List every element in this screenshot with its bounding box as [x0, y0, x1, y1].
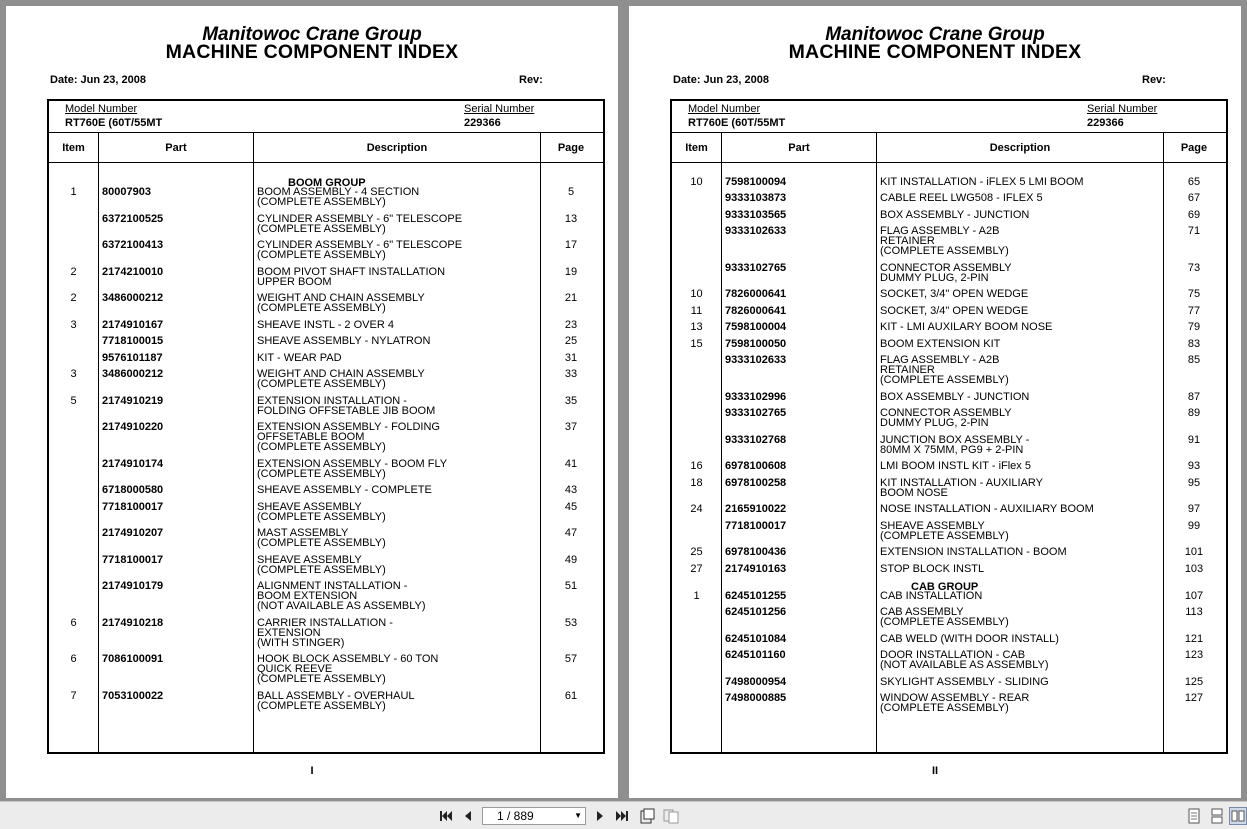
part-number: 2174910220 [102, 421, 164, 433]
part-number: 2174910179 [102, 580, 164, 592]
page-reference[interactable]: 99 [1187, 520, 1201, 532]
description-line: SKYLIGHT ASSEMBLY - SLIDING [880, 676, 1049, 688]
table-divider [672, 162, 1226, 163]
part-number: 6245101256 [725, 606, 787, 618]
description-line: (COMPLETE ASSEMBLY) [257, 700, 386, 712]
description-line: (COMPLETE ASSEMBLY) [257, 673, 386, 685]
page-reference[interactable]: 43 [564, 484, 578, 496]
page-reference[interactable]: 69 [1187, 209, 1201, 221]
model-number-label: Model Number [688, 103, 761, 115]
part-number: 9333103873 [725, 192, 787, 204]
part-number: 7718100015 [102, 335, 164, 347]
description-line: DUMMY PLUG, 2-PIN [880, 272, 989, 284]
page-reference[interactable]: 49 [564, 554, 578, 566]
company-name: Manitowoc Crane Group [202, 24, 422, 45]
description-line: UPPER BOOM [257, 276, 332, 288]
column-header-part: Part [165, 142, 187, 154]
description-line: (COMPLETE ASSEMBLY) [880, 616, 1009, 628]
description-line: BOOM EXTENSION [257, 590, 358, 602]
part-description [880, 504, 1160, 514]
single-page-icon[interactable] [1185, 807, 1203, 825]
column-header-page: Page [557, 142, 585, 154]
model-number-label: Model Number [65, 103, 138, 115]
part-number: 6978100436 [725, 546, 787, 558]
page-reference[interactable]: 45 [564, 501, 578, 513]
part-number: 3486000212 [102, 368, 164, 380]
page-reference[interactable]: 23 [564, 319, 578, 331]
part-number: 80007903 [102, 186, 151, 198]
page-reference[interactable]: 123 [1184, 649, 1204, 661]
item-number: 27 [690, 563, 703, 575]
part-description [880, 547, 1160, 557]
page-footer-number: I [310, 765, 314, 777]
column-header-description: Description [989, 142, 1051, 154]
page-reference[interactable]: 93 [1187, 460, 1201, 472]
column-header-part: Part [788, 142, 810, 154]
part-number: 6978100258 [725, 477, 787, 489]
description-line: (COMPLETE ASSEMBLY) [257, 378, 386, 390]
page-reference[interactable]: 41 [564, 458, 578, 470]
part-number: 6978100608 [725, 460, 787, 472]
rev-label: Rev: [1142, 74, 1166, 86]
item-number: 6 [70, 617, 77, 629]
page-reference[interactable]: 25 [564, 335, 578, 347]
column-divider [98, 133, 99, 752]
page-reference[interactable]: 53 [564, 617, 578, 629]
description-line: (COMPLETE ASSEMBLY) [880, 530, 1009, 542]
item-number: 7 [70, 690, 77, 702]
page-reference[interactable]: 33 [564, 368, 578, 380]
part-description [880, 177, 1160, 187]
description-line: (COMPLETE ASSEMBLY) [880, 245, 1009, 257]
item-number: 3 [70, 368, 77, 380]
column-divider [876, 133, 877, 752]
page-reference[interactable]: 107 [1184, 590, 1204, 602]
serial-number-label: Serial Number [464, 103, 535, 115]
page-footer-number: II [931, 765, 939, 777]
description-line: 80MM X 75MM, PG9 + 2-PIN [880, 444, 1024, 456]
page-reference[interactable]: 127 [1184, 692, 1204, 704]
description-line: KIT - LMI AUXILARY BOOM NOSE [880, 321, 1053, 333]
page-reference[interactable]: 17 [564, 239, 578, 251]
description-line: EXTENSION [257, 627, 321, 639]
rev-label: Rev: [519, 74, 543, 86]
part-description [880, 564, 1160, 574]
part-number: 2174910163 [725, 563, 787, 575]
part-number: 6718000580 [102, 484, 164, 496]
part-description [880, 521, 1160, 541]
description-line: CARRIER INSTALLATION - [257, 617, 393, 629]
description-line: (COMPLETE ASSEMBLY) [257, 302, 386, 314]
part-description [257, 369, 537, 389]
column-header-item: Item [62, 142, 85, 154]
part-description [880, 607, 1160, 627]
column-header-description: Description [366, 142, 428, 154]
page-reference[interactable]: 51 [564, 580, 578, 592]
page-title: MACHINE COMPONENT INDEX [788, 41, 1082, 63]
description-line: SHEAVE ASSEMBLY - COMPLETE [257, 484, 432, 496]
description-line: (COMPLETE ASSEMBLY) [257, 511, 386, 523]
part-number: 6245101084 [725, 633, 787, 645]
part-number: 7086100091 [102, 653, 164, 665]
component-table [47, 99, 605, 754]
part-number: 2174910207 [102, 527, 164, 539]
description-line: SHEAVE ASSEMBLY [257, 501, 362, 513]
description-line: KIT INSTALLATION - AUXILIARY [880, 477, 1044, 489]
item-number: 2 [70, 292, 77, 304]
description-line: (COMPLETE ASSEMBLY) [880, 374, 1009, 386]
page-reference[interactable]: 91 [1187, 434, 1201, 446]
part-number: 9333102768 [725, 434, 787, 446]
page-reference[interactable]: 79 [1187, 321, 1201, 333]
description-line: ALIGNMENT INSTALLATION - [257, 580, 408, 592]
description-line: (COMPLETE ASSEMBLY) [257, 537, 386, 549]
part-description [257, 293, 537, 313]
part-number: 2174910167 [102, 319, 164, 331]
facing-icon[interactable] [1229, 807, 1247, 825]
description-line: CONNECTOR ASSEMBLY [880, 407, 1012, 419]
description-line: EXTENSION ASSEMBLY - BOOM FLY [257, 458, 448, 470]
description-line: SOCKET, 3/4" OPEN WEDGE [880, 305, 1029, 317]
description-line: SHEAVE INSTL - 2 OVER 4 [257, 319, 394, 331]
part-description [880, 634, 1160, 644]
page-reference[interactable]: 89 [1187, 407, 1201, 419]
page-reference[interactable]: 103 [1184, 563, 1204, 575]
item-number: 16 [690, 460, 703, 472]
table-divider [672, 132, 1226, 133]
part-description [257, 502, 537, 522]
item-number: 24 [690, 503, 703, 515]
description-line: BOOM NOSE [880, 487, 948, 499]
part-description [257, 422, 537, 452]
page-reference[interactable]: 73 [1187, 262, 1201, 274]
part-number: 2174910218 [102, 617, 164, 629]
part-description [880, 263, 1160, 283]
description-line: RETAINER [880, 235, 935, 247]
item-number: 18 [690, 477, 703, 489]
description-line: BOX ASSEMBLY - JUNCTION [880, 391, 1030, 403]
part-number: 2174210010 [102, 266, 164, 278]
part-description [257, 485, 537, 495]
part-number: 2165910022 [725, 503, 787, 515]
part-number: 3486000212 [102, 292, 164, 304]
part-description [257, 555, 537, 575]
page-reference[interactable]: 61 [564, 690, 578, 702]
part-number: 7598100050 [725, 338, 787, 350]
page-reference[interactable]: 47 [564, 527, 578, 539]
part-description [880, 677, 1160, 687]
item-number: 5 [70, 395, 77, 407]
part-description [257, 187, 537, 207]
page-reference[interactable]: 125 [1184, 676, 1204, 688]
part-number: 7826000641 [725, 305, 787, 317]
part-description [880, 193, 1160, 203]
page-reference[interactable]: 65 [1187, 176, 1201, 188]
part-description [880, 478, 1160, 498]
model-number-value: RT760E (60T/55MT [688, 117, 786, 129]
fit-width-icon[interactable] [662, 807, 680, 825]
description-line: (WITH STINGER) [257, 637, 345, 649]
part-description [880, 226, 1160, 256]
description-line: (NOT AVAILABLE AS ASSEMBLY) [257, 600, 426, 612]
description-line: BOX ASSEMBLY - JUNCTION [880, 209, 1030, 221]
page-reference[interactable]: 75 [1187, 288, 1201, 300]
column-divider [253, 133, 254, 752]
description-line: EXTENSION INSTALLATION - BOOM [880, 546, 1067, 558]
page-reference[interactable]: 57 [564, 653, 578, 665]
part-description [257, 618, 537, 648]
first-page-icon[interactable] [437, 807, 455, 825]
document-page-right [629, 6, 1241, 798]
part-description [880, 322, 1160, 332]
part-description [257, 528, 537, 548]
next-page-icon[interactable] [591, 807, 609, 825]
description-line: (COMPLETE ASSEMBLY) [880, 702, 1009, 714]
part-description [257, 396, 537, 416]
page-reference[interactable]: 21 [564, 292, 578, 304]
item-number: 6 [70, 653, 77, 665]
description-line: DOOR INSTALLATION - CAB [880, 649, 1026, 661]
serial-number-value: 229366 [464, 117, 501, 129]
description-line: JUNCTION BOX ASSEMBLY - [880, 434, 1030, 446]
part-number: 7718100017 [102, 501, 164, 513]
part-description [257, 214, 537, 234]
part-description [880, 435, 1160, 455]
description-line: LMI BOOM INSTL KIT - iFlex 5 [880, 460, 1031, 472]
part-description [257, 336, 537, 346]
page-reference[interactable]: 97 [1187, 503, 1201, 515]
part-number: 6372100525 [102, 213, 164, 225]
description-line: DUMMY PLUG, 2-PIN [880, 417, 989, 429]
part-number: 9333102996 [725, 391, 787, 403]
part-description [257, 459, 537, 479]
model-number-value: RT760E (60T/55MT [65, 117, 163, 129]
fit-page-icon[interactable] [638, 807, 656, 825]
page-reference[interactable]: 5 [567, 186, 575, 198]
table-divider [49, 162, 603, 163]
component-table [670, 99, 1228, 754]
column-header-page: Page [1180, 142, 1208, 154]
description-line: (COMPLETE ASSEMBLY) [257, 468, 386, 480]
item-number: 2 [70, 266, 77, 278]
part-number: 7826000641 [725, 288, 787, 300]
page-number-value: 1 / 889 [497, 809, 534, 823]
date-label: Date: Jun 23, 2008 [50, 74, 146, 86]
part-description [880, 408, 1160, 428]
description-line: (COMPLETE ASSEMBLY) [257, 196, 386, 208]
pdf-toolbar [0, 801, 1247, 829]
part-number: 9333102765 [725, 262, 787, 274]
description-line: KIT - WEAR PAD [257, 352, 342, 364]
item-number: 1 [70, 186, 77, 198]
part-description [880, 355, 1160, 385]
part-number: 6245101160 [725, 649, 786, 661]
part-description [257, 267, 537, 287]
description-line: (NOT AVAILABLE AS ASSEMBLY) [880, 659, 1049, 671]
part-description [257, 654, 537, 684]
description-line: KIT INSTALLATION - iFLEX 5 LMI BOOM [880, 176, 1084, 188]
serial-number-label: Serial Number [1087, 103, 1158, 115]
part-description [257, 691, 537, 711]
part-number: 7053100022 [102, 690, 164, 702]
description-line: CAB INSTALLATION [880, 590, 983, 602]
table-divider [49, 132, 603, 133]
part-description [880, 650, 1160, 670]
page-reference[interactable]: 71 [1187, 225, 1201, 237]
page-reference[interactable]: 35 [564, 395, 578, 407]
item-number: 25 [690, 546, 703, 558]
part-number: 9333102633 [725, 225, 787, 237]
part-description [257, 240, 537, 260]
page-reference[interactable]: 31 [564, 352, 578, 364]
part-number: 7718100017 [725, 520, 787, 532]
description-line: FLAG ASSEMBLY - A2B [880, 225, 1000, 237]
description-line: WEIGHT AND CHAIN ASSEMBLY [257, 368, 425, 380]
part-number: 7498000885 [725, 692, 787, 704]
chevron-down-icon[interactable]: ▼ [574, 811, 582, 820]
part-description [257, 320, 537, 330]
part-description [880, 210, 1160, 220]
page-reference[interactable]: 77 [1187, 305, 1201, 317]
part-description [880, 461, 1160, 471]
document-page-left [6, 6, 618, 798]
group-heading: BOOM GROUP [288, 177, 366, 189]
page-reference[interactable]: 83 [1187, 338, 1201, 350]
page-reference[interactable]: 19 [564, 266, 578, 278]
page-reference[interactable]: 121 [1184, 633, 1204, 645]
description-line: HOOK BLOCK ASSEMBLY - 60 TON [257, 653, 439, 665]
page-reference[interactable]: 101 [1184, 546, 1204, 558]
item-number: 10 [690, 176, 703, 188]
page-title: MACHINE COMPONENT INDEX [165, 41, 459, 63]
column-divider [721, 133, 722, 752]
description-line: SHEAVE ASSEMBLY [880, 520, 985, 532]
part-number: 6372100413 [102, 239, 164, 251]
part-number: 9333103565 [725, 209, 787, 221]
part-number: 9333102633 [725, 354, 787, 366]
group-heading: CAB GROUP [911, 581, 979, 593]
continuous-icon[interactable] [1208, 807, 1226, 825]
description-line: BALL ASSEMBLY - OVERHAUL [257, 690, 415, 702]
description-line: FLAG ASSEMBLY - A2B [880, 354, 1000, 366]
description-line: RETAINER [880, 364, 935, 376]
part-description [880, 306, 1160, 316]
page-reference[interactable]: 87 [1187, 391, 1201, 403]
page-reference[interactable]: 113 [1185, 606, 1203, 618]
description-line: NOSE INSTALLATION - AUXILIARY BOOM [880, 503, 1094, 515]
description-line: MAST ASSEMBLY [257, 527, 349, 539]
page-reference[interactable]: 67 [1187, 192, 1201, 204]
item-number: 15 [690, 338, 703, 350]
page-reference[interactable]: 85 [1187, 354, 1201, 366]
description-line: CYLINDER ASSEMBLY - 6" TELESCOPE [257, 239, 463, 251]
description-line: (COMPLETE ASSEMBLY) [257, 223, 386, 235]
page-reference[interactable]: 37 [564, 421, 578, 433]
page-number-field[interactable] [482, 807, 586, 825]
item-number: 3 [70, 319, 77, 331]
item-number: 10 [690, 288, 703, 300]
part-description [880, 591, 1160, 601]
description-line: (COMPLETE ASSEMBLY) [257, 564, 386, 576]
part-number: 7598100094 [725, 176, 787, 188]
description-line: SHEAVE ASSEMBLY [257, 554, 362, 566]
part-number: 6245101255 [725, 590, 787, 602]
part-description [257, 353, 537, 363]
description-line: CABLE REEL LWG508 - IFLEX 5 [880, 192, 1043, 204]
description-line: CYLINDER ASSEMBLY - 6" TELESCOPE [257, 213, 463, 225]
description-line: QUICK REEVE [257, 663, 333, 675]
part-description [880, 693, 1160, 713]
prev-page-icon[interactable] [459, 807, 477, 825]
description-line: CAB ASSEMBLY [880, 606, 964, 618]
description-line: CONNECTOR ASSEMBLY [880, 262, 1012, 274]
page-reference[interactable]: 95 [1187, 477, 1201, 489]
item-number: 11 [690, 305, 703, 317]
part-number: 9576101187 [102, 352, 163, 364]
column-header-item: Item [685, 142, 708, 154]
description-line: CAB WELD (WITH DOOR INSTALL) [880, 633, 1059, 645]
part-description [880, 392, 1160, 402]
part-number: 7498000954 [725, 676, 787, 688]
description-line: FOLDING OFFSETABLE JIB BOOM [257, 405, 436, 417]
serial-number-value: 229366 [1087, 117, 1124, 129]
description-line: EXTENSION ASSEMBLY - FOLDING [257, 421, 440, 433]
description-line: SHEAVE ASSEMBLY - NYLATRON [257, 335, 431, 347]
part-description [880, 339, 1160, 349]
part-description [880, 289, 1160, 299]
page-reference[interactable]: 13 [564, 213, 578, 225]
date-label: Date: Jun 23, 2008 [673, 74, 769, 86]
company-name: Manitowoc Crane Group [825, 24, 1045, 45]
part-number: 2174910219 [102, 395, 164, 407]
description-line: WINDOW ASSEMBLY - REAR [880, 692, 1030, 704]
item-number: 1 [693, 590, 700, 602]
description-line: STOP BLOCK INSTL [880, 563, 985, 575]
description-line: BOOM PIVOT SHAFT INSTALLATION [257, 266, 446, 278]
description-line: BOOM ASSEMBLY - 4 SECTION [257, 186, 420, 198]
description-line: SOCKET, 3/4" OPEN WEDGE [880, 288, 1029, 300]
item-number: 13 [690, 321, 703, 333]
description-line: WEIGHT AND CHAIN ASSEMBLY [257, 292, 425, 304]
part-number: 7598100004 [725, 321, 787, 333]
last-page-icon[interactable] [613, 807, 631, 825]
description-line: BOOM EXTENSION KIT [880, 338, 1001, 350]
description-line: EXTENSION INSTALLATION - [257, 395, 407, 407]
description-line: (COMPLETE ASSEMBLY) [257, 249, 386, 261]
description-line: (COMPLETE ASSEMBLY) [257, 441, 386, 453]
part-number: 7718100017 [102, 554, 164, 566]
description-line: OFFSETABLE BOOM [257, 431, 365, 443]
part-description [257, 581, 537, 611]
part-number: 9333102765 [725, 407, 787, 419]
part-number: 2174910174 [102, 458, 164, 470]
